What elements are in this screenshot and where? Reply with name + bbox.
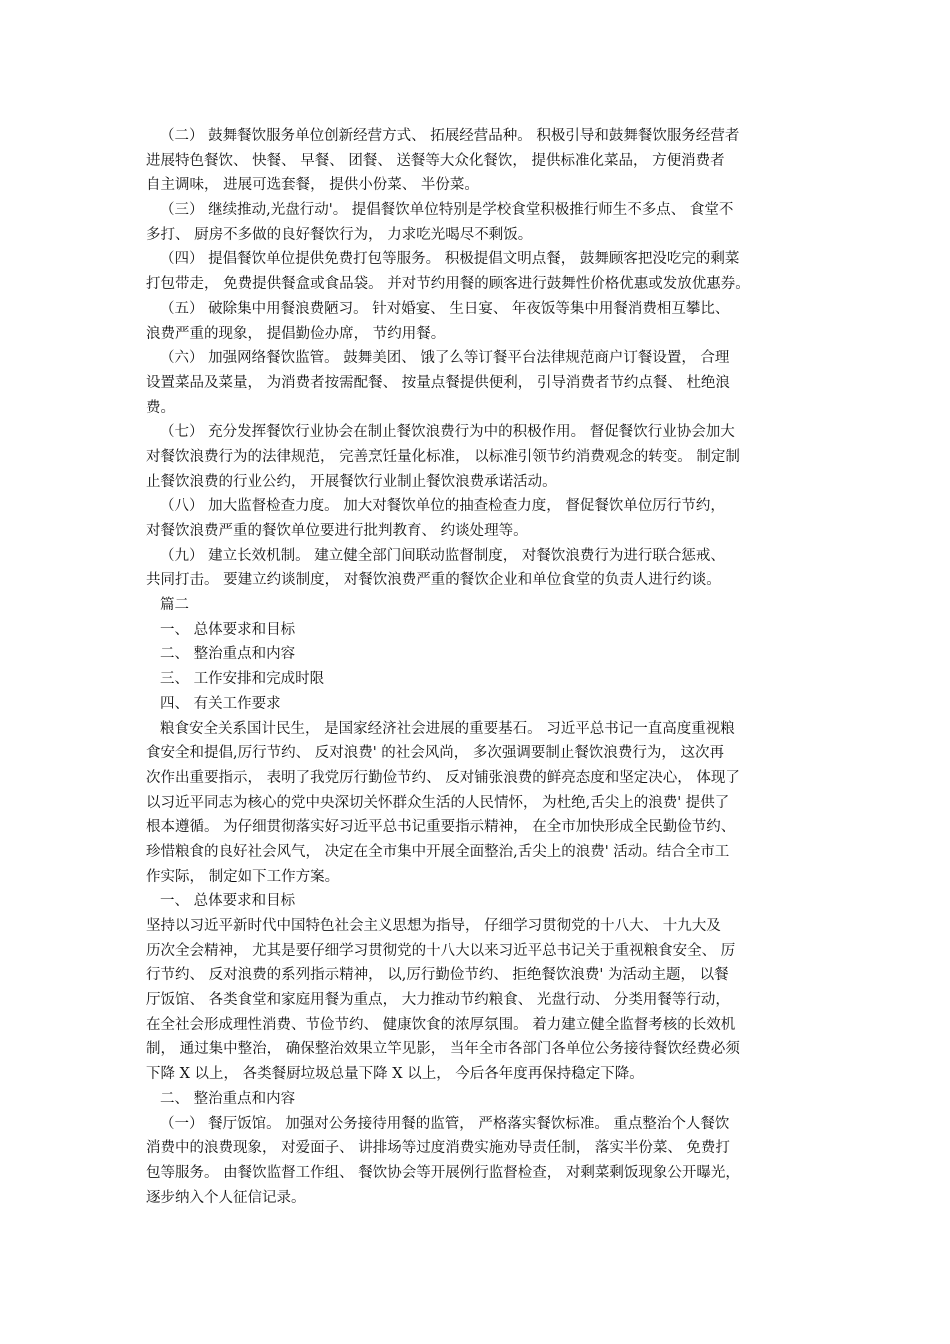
text-line: （八） 加大监督检查力度。 加大对餐饮单位的抽查检查力度， 督促餐饮单位厉行节约， [160, 498, 725, 515]
text-line: （九） 建立长效机制。 建立健全部门间联动监督制度， 对餐饮浪费行为进行联合惩戒、 [160, 547, 725, 564]
text-line: （五） 破除集中用餐浪费陋习。 针对婚宴、 生日宴、 年夜饭等集中用餐消费相互攀比、 [160, 300, 730, 317]
text-line: 坚持以习近平新时代中国特色社会主义思想为指导， 仔细学习贯彻党的十八大、 十九大及 [146, 918, 721, 934]
section-heading: 篇二 [160, 597, 189, 614]
text-line: （一） 餐厅饭馆。 加强对公务接待用餐的监管， 严格落实餐饮标准。 重点整治个人餐饮 [160, 1115, 730, 1132]
text-line: 行节约、 反对浪费的系列指示精神， 以,厉行勤俭节约、 拒绝餐饮浪费' 为活动主题， 以餐 [146, 967, 729, 984]
text-line: 浪费严重的现象， 提倡勤俭办席， 节约用餐。 [146, 325, 446, 342]
text-line: 制， 通过集中整治， 确保整治效果立竿见影， 当年全市各部门各单位公务接待餐饮经费必须 [146, 1041, 740, 1058]
outline-item: 二、 整治重点和内容 [160, 646, 296, 663]
text-line: 进展特色餐饮、 快餐、 早餐、 团餐、 送餐等大众化餐饮， 提供标准化菜品， 方便消费者 [146, 152, 725, 169]
outline-item: 四、 有关工作要求 [160, 695, 281, 712]
text-line: （三） 继续推动,光盘行动'。 提倡餐饮单位特别是学校食堂积极推行师生不多点、 食堂不 [160, 202, 734, 219]
text-line: （六） 加强网络餐饮监管。 鼓舞美团、 饿了么等订餐平台法律规范商户订餐设置， 合理 [160, 350, 730, 367]
text-line: 包等服务。 由餐饮监督工作组、 餐饮协会等开展例行监督检查， 对剩菜剩饭现象公开曝光， [146, 1164, 740, 1181]
text-line: （二） 鼓舞餐饮服务单位创新经营方式、 拓展经营品种。 积极引导和鼓舞餐饮服务经营者 [160, 128, 740, 144]
text-line: 下降 X 以上， 各类餐厨垃圾总量下降 X 以上， 今后各年度再保持稳定下降。 [146, 1066, 644, 1083]
text-line: 厅饭馆、 各类食堂和家庭用餐为重点， 大力推动节约粮食、 光盘行动、 分类用餐等行动， [146, 992, 730, 1009]
text-line: 在全社会形成理性消费、节俭节约、 健康饮食的浓厚氛围。 着力建立健全监督考核的长效机 [146, 1016, 736, 1033]
text-line: 设置菜品及菜量， 为消费者按需配餐、 按量点餐提供便利， 引导消费者节约点餐、 杜绝浪 [146, 374, 730, 391]
section-heading: 一、 总体要求和目标 [160, 893, 296, 910]
outline-item: 一、 总体要求和目标 [160, 621, 296, 638]
section-heading: 二、 整治重点和内容 [160, 1090, 296, 1107]
text-line: 根本遵循。 为仔细贯彻落实好习近平总书记重要指示精神， 在全市加快形成全民勤俭节约、 [146, 819, 736, 836]
text-line: 历次全会精神， 尤其是要仔细学习贯彻党的十八大以来习近平总书记关于重视粮食安全、 厉 [146, 942, 736, 959]
text-line: 消费中的浪费现象， 对爱面子、 讲排场等过度消费实施劝导责任制， 落实半份菜、 免费打 [146, 1140, 730, 1157]
text-line: （四） 提倡餐饮单位提供免费打包等服务。 积极提倡文明点餐， 鼓舞顾客把没吃完的剩菜 [160, 251, 740, 268]
text-line: 共同打击。 要建立约谈制度， 对餐饮浪费严重的餐饮企业和单位食堂的负责人进行约谈。 [146, 572, 721, 589]
text-line: 费。 [146, 399, 175, 416]
text-line: 珍惜粮食的良好社会风气， 决定在全市集中开展全面整治,舌尖上的浪费' 活动。结合全市工 [146, 843, 730, 860]
text-line: 食安全和提倡,厉行节约、 反对浪费' 的社会风尚， 多次强调要制止餐饮浪费行为， 这次再 [146, 745, 725, 762]
text-line: 自主调味， 进展可选套餐， 提供小份菜、 半份菜。 [146, 177, 479, 194]
text-line: 粮食安全关系国计民生， 是国家经济社会进展的重要基石。 习近平总书记一直高度重视粮 [160, 720, 735, 737]
text-line: 对餐饮浪费行为的法律规范， 完善烹饪量化标准， 以标准引领节约消费观念的转变。 制定制 [146, 448, 740, 465]
text-line: 作实际， 制定如下工作方案。 [146, 868, 340, 885]
text-line: 打包带走， 免费提供餐盒或食品袋。 并对节约用餐的顾客进行鼓舞性价格优惠或发放优惠券。 [146, 276, 750, 293]
text-line: （七） 充分发挥餐饮行业协会在制止餐饮浪费行为中的积极作用。 督促餐饮行业协会加大 [160, 424, 735, 441]
text-line: 止餐饮浪费的行业公约， 开展餐饮行业制止餐饮浪费承诺活动。 [146, 473, 557, 490]
outline-item: 三、 工作安排和完成时限 [160, 671, 325, 688]
text-line: 多打、 厨房不多做的良好餐饮行为， 力求吃光喝尽不剩饭。 [146, 226, 533, 243]
text-line: 次作出重要指示， 表明了我党厉行勤俭节约、 反对铺张浪费的鲜亮态度和坚定决心， 体现了 [146, 769, 740, 786]
text-line: 以习近平同志为核心的党中央深切关怀群众生活的人民情怀， 为杜绝,舌尖上的浪费' 提供了 [146, 794, 730, 811]
text-line: 对餐饮浪费严重的餐饮单位要进行批判教育、 约谈处理等。 [146, 523, 528, 539]
text-line: 逐步纳入个人征信记录。 [146, 1189, 306, 1206]
document-body [146, 124, 806, 1210]
